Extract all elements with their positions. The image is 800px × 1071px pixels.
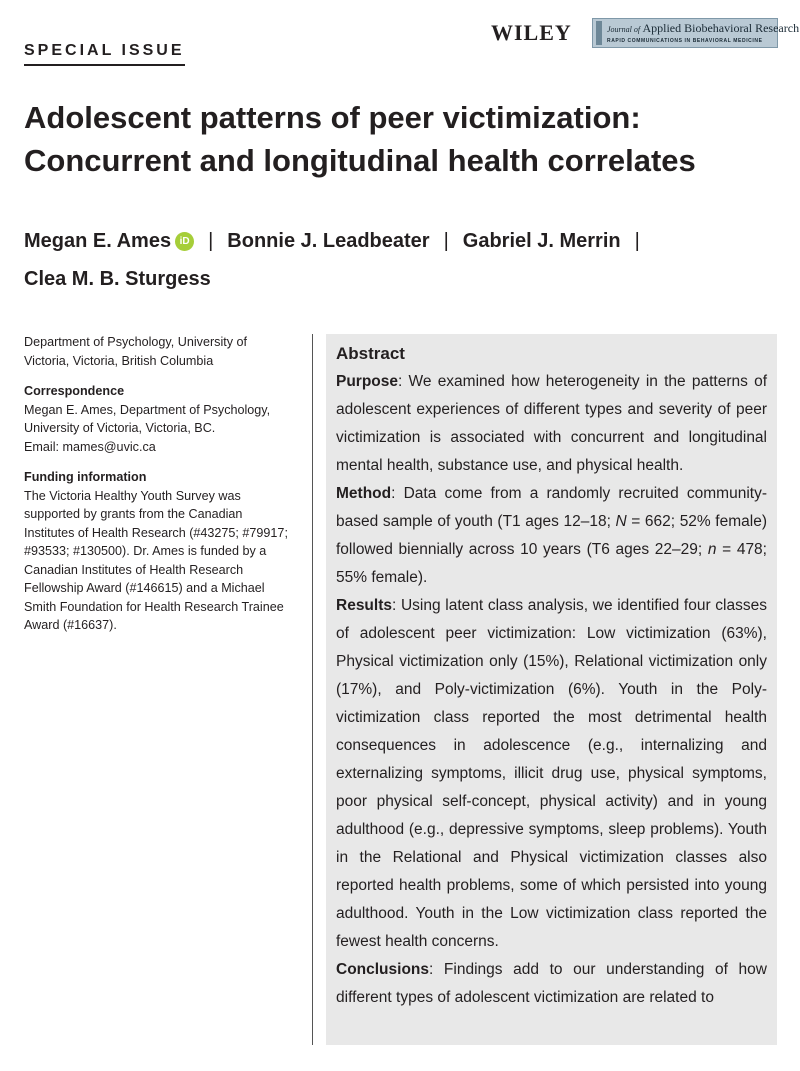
funding-heading: Funding information [24,470,147,484]
abstract-purpose [336,368,767,480]
journal-name: Journal of Applied Biobehavioral Research [607,21,800,35]
purpose-label: Purpose [336,373,399,390]
article-title [24,96,784,182]
abstract-method [336,480,767,592]
correspondence-heading: Correspondence [24,384,125,398]
journal-logo-stripe [596,21,602,45]
publisher-logo[interactable]: WILEY [491,20,572,45]
author-list [24,222,784,298]
author-name[interactable]: Bonnie J. Leadbeater [227,230,430,252]
journal-subtitle: RAPID COMMUNICATIONS IN BEHAVIORAL MEDICINE [607,38,763,44]
abstract-conclusions [336,956,767,1012]
funding-block [24,468,294,635]
results-text: : Using latent class analysis, we identified four classes of adolescent peer victimization: Low victimization (63%), Physical victimization only (15%), Relational victimization only (17%), and Poly-victimization (6%). Youth in the Poly-victimization class reported the most detrimental health consequences in adolescence (e.g., internalizing and externalizing symptoms, illicit drug use, physical symptoms, poor physical self-concept, physical activity) and in young adulthood (e.g., depressive symptoms, sleep problems). Youth in the Relational and Physical victimization classes also reported health problems, some of which persisted into young adulthood. Youth in the Low victimization class reported the fewest health concerns. [336,597,767,950]
abstract-results [336,592,767,956]
journal-logo[interactable] [592,18,800,48]
correspondence-email[interactable]: Email: mames@uvic.ca [24,439,156,454]
author-separator: | [443,230,449,252]
correspondence-text: Megan E. Ames, Department of Psychology, University of Victoria, Victoria, BC. [24,402,271,435]
funding-text: The Victoria Healthy Youth Survey was supported by grants from the Canadian Institutes of Health Research (#43275; #79917; #93533; #130500). Dr. Ames is funded by a Canadian Institutes of Health Research Fellowship Award (#146615) and a Michael Smith Foundation for Health Research Trainee Award (#16637). [24,488,288,632]
results-label: Results [336,597,392,614]
title-line-2: Concurrent and longitudinal health correlates [24,143,696,178]
author-name[interactable]: Megan E. Ames [24,230,172,252]
correspondence-block [24,382,294,456]
purpose-text: : We examined how heterogeneity in the patterns of adolescent experiences of different types and severity of peer victimization is associated with concurrent and longitudinal mental health, substance use, and physical health. [336,373,767,474]
method-text: = 662; 52% female) followed biennially across 10 years (T6 ages 22–29; [336,513,767,558]
method-label: Method [336,485,392,502]
method-text: : Data come from a randomly recruited community-based sample of youth (T1 ages 12–18; [336,485,767,530]
column-divider [312,334,313,1045]
conclusions-label: Conclusions [336,961,430,978]
section-label: SPECIAL ISSUE [24,42,185,66]
method-text: = 478; 55% female). [336,541,767,586]
author-separator: | [634,230,640,252]
method-n2-symbol: n [707,541,717,558]
abstract-box [326,334,777,1045]
affiliation: Department of Psychology, University of Victoria, Victoria, British Columbia [24,335,248,368]
orcid-icon[interactable]: iD [175,232,194,251]
conclusions-text: : Findings add to our understanding of how different types of adolescent victimization are related to [336,961,767,1006]
article-info-sidebar [24,333,294,647]
author-separator: | [208,230,214,252]
title-line-1: Adolescent patterns of peer victimization: [24,100,641,135]
abstract-heading: Abstract [336,344,405,363]
method-n1-symbol: N [615,513,627,530]
author-name[interactable]: Clea M. B. Sturgess [24,268,211,290]
author-name[interactable]: Gabriel J. Merrin [462,230,621,252]
